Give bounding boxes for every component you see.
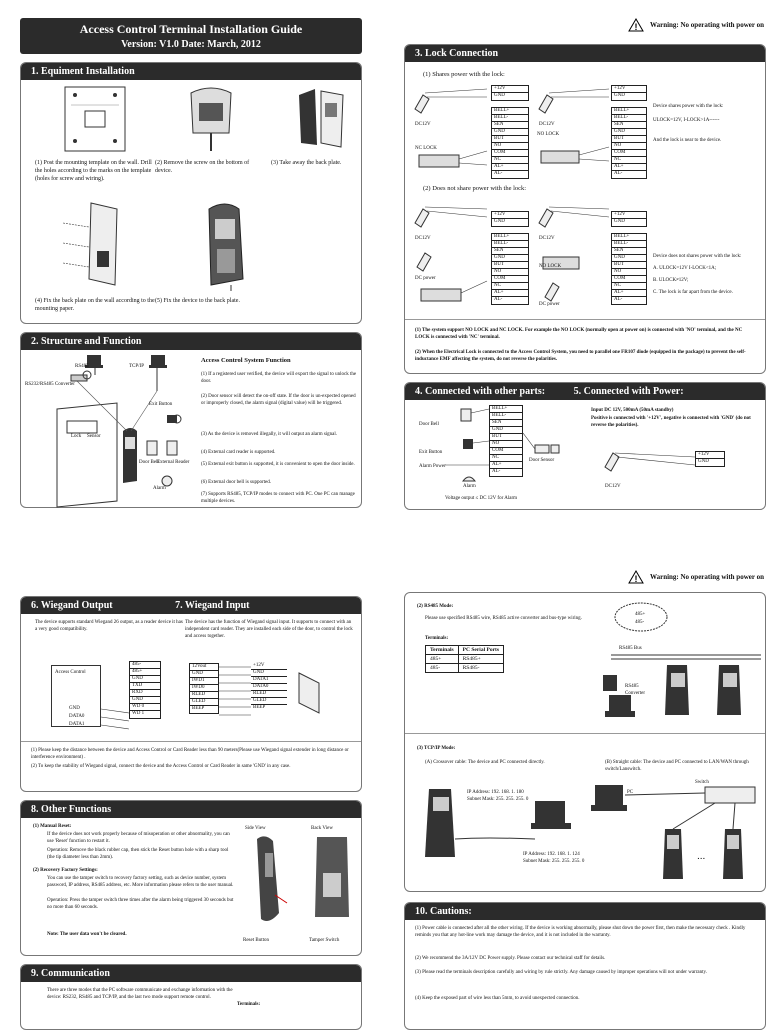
- terminal-block-4a: +12V GND: [611, 211, 647, 227]
- warning-banner: [628, 18, 764, 32]
- tcpip-title: (3) TCP/IP Mode:: [417, 746, 456, 751]
- rs485-table: [425, 645, 504, 673]
- note2c: C. The lock is far apart from the device.: [653, 290, 733, 295]
- rs485-text: Please use specified RS485 wire, RS485 active converter and bus-type wiring.: [425, 616, 582, 621]
- structure-diagram: [27, 351, 195, 507]
- note: Note: The user data won't be cleared.: [47, 932, 127, 937]
- dc12v-label: DC12V: [415, 236, 431, 241]
- terminal-block-1a: +12V GND: [491, 85, 529, 101]
- dc12v-label: DC12V: [605, 484, 621, 489]
- power-input: Input DC 12V, 500mA (50mA standby): [591, 408, 674, 413]
- terminal-block-2b: BELL+ BELL- SEN GND BUT NO COM NC AL+ AL-: [611, 107, 647, 179]
- note2a: A. ULOCK=12V I-LOCK<1A;: [653, 266, 717, 271]
- terminal-block-5: BELL+ BELL- SEN GND BUT NO COM NC AL+ AL-: [489, 405, 523, 477]
- communication-modes-panel: [404, 592, 766, 892]
- door-bell-label: Door Bell: [419, 422, 439, 427]
- step-4-text: (4) Fix the back plate on the wall according to the mounting paper.: [35, 298, 155, 312]
- terminal-block-1b: BELL+ BELL- SEN GND BUT NO COM NC AL+ AL-: [491, 107, 529, 179]
- label-converter: RS232/RS485 Converter: [25, 382, 75, 387]
- section-wiegand: [20, 596, 362, 792]
- recovery-title: (2) Recovery Factory Settings:: [33, 868, 98, 873]
- dc12v-label: DC12V: [539, 236, 555, 241]
- note1b: ULOCK=12V, I-LOCK>1A------: [653, 118, 720, 123]
- label-tcpip: TCP/IP: [129, 364, 145, 369]
- wiegand-out-terminal: 485- 485+ GND TXD RXD GND WD 0 WD 1: [129, 661, 161, 719]
- back-plate-illustration: [291, 83, 351, 155]
- function-title: Access Control System Function: [201, 357, 291, 364]
- left-gnd: GND: [69, 706, 80, 711]
- fix-back-plate-illustration: [61, 199, 141, 291]
- mounting-template-illustration: [61, 83, 131, 155]
- function-item-2: (2) Door sensor will detect the on-off state. If the door is un-expected opened or improperly closed, the alarm signal (digital value) will be triggered.: [201, 394, 356, 406]
- diagram2-left-wiring: [411, 197, 491, 309]
- divider: [405, 733, 765, 734]
- section-lock-connection: [404, 44, 766, 374]
- section-title: 3. Lock Connection: [405, 45, 765, 62]
- step-5-text: (5) Fix the device to the back plate.: [155, 298, 240, 304]
- wiegand-input-text: The device has the function of Wiegand signal input. It supports to connect with an independent card reader. They are installed each side of the door, to control the lock and access together.: [185, 620, 353, 639]
- wiegand-in-wires: [219, 663, 339, 719]
- note1: Device shares power with the lock:: [653, 104, 724, 109]
- nc-lock-label: NC LOCK: [415, 146, 437, 151]
- crossover-text: (A) Crossover cable: The device and PC connected directly.: [425, 760, 545, 765]
- rs485-converter-label: RS485 Converter: [625, 684, 645, 696]
- communication-text: There are three modes that the PC software communicate and exchange information with the device: RS232, RS485 and TCP/IP, and the last two mode support remote control.: [47, 988, 233, 1000]
- section-communication: [20, 964, 362, 1030]
- straight-text: (B) Straight cable: The device and PC connected to LAN/WAN through switch/Lanswitch.: [605, 760, 749, 772]
- guide-title: Access Control Terminal Installation Guide: [79, 22, 303, 36]
- door-sensor-label: Door Sensor: [529, 458, 555, 463]
- wiegand-output-text: The device supports standard Wiegand 26 output, as a reader device it has a very good compatibility.: [35, 620, 183, 632]
- table-header: Terminals: [426, 646, 459, 655]
- note1c: And the lock is near to the device.: [653, 138, 722, 143]
- step-1-text: (1) Post the mounting template on the wall. Drill the holes according to the marks on the template (holes for screw and wiring).: [35, 160, 152, 182]
- section-title-bar: [405, 383, 765, 400]
- svg-text:!: !: [634, 22, 638, 32]
- label-door-bell: Door Bell: [139, 460, 159, 465]
- section-cautions: [404, 902, 766, 1030]
- label-alarm: Alarm: [153, 486, 166, 491]
- caution-2: (2) We recommend the 3A/12V DC Power supply. Please contact our technical staff for details.: [415, 956, 606, 961]
- subnet-mask-2: Subnet Mask: 255. 255. 255. 0: [523, 859, 585, 864]
- section-title: 8. Other Functions: [21, 801, 361, 818]
- wiegand-out-wires: [101, 697, 131, 737]
- switch-label: Switch: [695, 780, 709, 785]
- lock-sub1: (1) Shares power with the lock:: [423, 71, 505, 78]
- svg-text:...: ...: [697, 851, 706, 862]
- ip-address-2: IP Address: 192. 168. 1. 124: [523, 852, 580, 857]
- function-item-1: (1) If a registered user verified, the device will export the signal to unlock the door.: [201, 372, 357, 384]
- guide-title-block: [20, 18, 362, 54]
- dc-power-label: DC power: [415, 276, 436, 281]
- section-title: 2. Structure and Function: [21, 333, 361, 350]
- warning-text: Warning: No operating with power on: [649, 573, 764, 581]
- caution-4: (4) Keep the exposed part of wire less than 5mm, to avoid unexpected connection.: [415, 996, 580, 1001]
- other-parts-diagram: [411, 403, 581, 493]
- recovery-operation: Operation: Press the tamper switch three times after the alarm being triggered 30 seconds but no more than 60 seconds.: [47, 898, 234, 910]
- function-item-5: (5) External exit button is supported, it is convenient to open the door inside.: [201, 462, 355, 467]
- wiegand-note-1: (1) Please keep the distance between the device and Access Control or Card Reader less than 90 meters(Please use Wiegand signal extender in long distance or interference environment) .: [31, 748, 349, 760]
- section-other-functions: [20, 800, 362, 956]
- ip-address-1: IP Address: 192. 168. 1. 180: [467, 790, 524, 795]
- lock-footnote-2: (2) When the Electrical Lock is connected to the Access Control System, you need to parallel one FR107 diode (equipped in the package) to prevent the self-inductance EMF affecting the system, do not reverse the polarities.: [415, 350, 746, 362]
- alarm-label: Alarm: [463, 484, 476, 489]
- section-equipment-installation: [20, 62, 362, 324]
- step-3-text: (3) Take away the back plate.: [271, 160, 342, 166]
- section-title: 10. Cautions:: [405, 903, 765, 920]
- warning-icon: [628, 570, 644, 584]
- divider: [21, 741, 361, 742]
- reset-operation: Operation: Remove the black rubber cap, then stick the Reset button hole with a sharp tool (the tip diameter less than 2mm).: [47, 848, 229, 860]
- function-item-4: (4) External card reader is supported.: [201, 450, 276, 455]
- lock-footnote-1: (1) The system support NO LOCK and NC LOCK. For example the NO LOCK (normally open at power on) is connected with 'NO' terminal, and the NC LOCK is connected with 'NC' terminal.: [415, 328, 743, 340]
- alarm-power-label: Alarm Power: [419, 464, 446, 469]
- table-header: PC Serial Ports: [458, 646, 503, 655]
- bus-label-485plus: 485+: [635, 612, 646, 617]
- dc-power-label: DC power: [539, 302, 560, 307]
- diagram2-right-wiring: [535, 197, 611, 309]
- left-data0: DATA0: [69, 714, 85, 719]
- section-other-parts-power: [404, 382, 766, 510]
- terminals-label: Terminals:: [425, 636, 449, 641]
- recovery-text: You can use the tamper switch to recovery factory setting, such as device number, system password, IP address, RS485 address, etc. More information please refers to the user manual.: [47, 876, 234, 888]
- access-control-label: Access Control: [55, 670, 86, 675]
- reset-button-label: Reset Button: [243, 938, 269, 943]
- page-2: [384, 0, 768, 512]
- page-4: [384, 512, 768, 1024]
- label-external-reader: External Reader: [157, 460, 190, 465]
- diagram1-left-wiring: [411, 81, 491, 185]
- power-terminal-block: +12V GND: [695, 451, 725, 467]
- voltage-note: Voltage output ≤ DC 12V for Alarm: [445, 496, 517, 501]
- fix-device-illustration: [191, 199, 261, 291]
- section-title: 9. Communication: [21, 965, 361, 982]
- caution-1: (1) Power cable is connected after all the other wiring. If the device is working abnormally, please shut down the power first, then make the necessary check . Kindly reminds you that any hot-line work may damage the device, and it is not included in the warranty.: [415, 926, 746, 938]
- divider: [405, 319, 765, 320]
- table-row: 485- RS485-: [426, 664, 504, 673]
- no-lock-label: NO LOCK: [539, 264, 562, 269]
- warning-text: Warning: No operating with power on: [649, 21, 764, 29]
- note2: Device does not shares power with the lock:: [653, 254, 742, 259]
- lock-sub2: (2) Does not share power with the lock:: [423, 185, 527, 192]
- reset-text: If the device does not work properly because of misoperation or other abnormality, you can use 'Reset' function to restart it.: [47, 832, 230, 844]
- page-3: [0, 512, 384, 1024]
- pc-label: PC: [627, 790, 634, 795]
- terminal-block-2a: +12V GND: [611, 85, 647, 101]
- step-2-text: (2) Remove the screw on the bottom of device.: [155, 160, 250, 174]
- label-lock: Lock: [71, 434, 82, 439]
- warning-banner: [628, 570, 764, 584]
- label-exit-button: Exit Button: [149, 402, 173, 407]
- warning-icon: [628, 18, 644, 32]
- function-item-6: (6) External door bell is supported.: [201, 480, 271, 485]
- terminal-block-3a: +12V GND: [491, 211, 529, 227]
- terminal-block-4b: BELL+ BELL- SEN GND BUT NO COM NC AL+ AL-: [611, 233, 647, 305]
- note2b: B. ULOCK≠12V;: [653, 278, 689, 283]
- dc12v-label: DC12V: [415, 122, 431, 127]
- table-row: 485+ RS485+: [426, 655, 504, 664]
- wiegand-note-2: (2) To keep the stability of Wiegand signal, connect the device and the Access Control or Card Reader in same 'GND' in any case.: [31, 764, 291, 769]
- wiegand-in-terminal-left: 12Vout GND IWD1 IWD0 RLED GLED BEEP: [189, 663, 219, 714]
- rs485-title: (2) RS485 Mode:: [417, 604, 454, 609]
- terminal-block-3b: BELL+ BELL- SEN GND BUT NO COM NC AL+ AL-: [491, 233, 529, 305]
- dc12v-label: DC12V: [539, 122, 555, 127]
- section-title: 1. Equiment Installation: [21, 63, 361, 80]
- device-views: [243, 833, 359, 929]
- subnet-mask-1: Subnet Mask: 255. 255. 255. 0: [467, 797, 529, 802]
- page-1: [0, 0, 384, 512]
- function-item-3: (3) As the device is removed illegally, it will output an alarm signal.: [201, 432, 338, 437]
- side-view-label: Side View: [245, 826, 266, 831]
- rs485-bus-diagram: [601, 595, 765, 735]
- power-polarity: Positive is connected with '+12V', negative is connected with 'GND' (do not reverse the polarities).: [591, 416, 751, 428]
- guide-version: Version: V1.0 Date: March, 2012: [121, 39, 261, 50]
- left-data1: DATA1: [69, 722, 85, 727]
- exit-button-label: Exit Button: [419, 450, 443, 455]
- no-lock-label: NO LOCK: [537, 132, 560, 137]
- rs485-bus-label: RS485 Bus: [619, 646, 642, 651]
- section6-title: 6. Wiegand Output: [31, 600, 113, 611]
- label-rs485: RS485: [75, 364, 89, 369]
- section-structure-function: [20, 332, 362, 508]
- svg-text:!: !: [634, 574, 638, 584]
- wiegand-in-terminal-right: +12V GND DATA1 DATA0 RLED GLED BEEP: [251, 663, 287, 712]
- reset-title: (1) Manual Reset:: [33, 824, 72, 829]
- tamper-switch-label: Tamper Switch: [309, 938, 340, 943]
- caution-3: (3) Please read the terminals description carefully and wiring by rule strictly. Any damage caused by improper operations will not under warranty.: [415, 970, 707, 975]
- function-item-7: (7) Supports RS485, TCP/IP modes to connect with PC. One PC can manage multiple devices.: [201, 492, 355, 504]
- section4-title: 4. Connected with other parts:: [415, 386, 546, 397]
- section-title-bar: [21, 597, 361, 614]
- terminals-label: Terminals:: [237, 1002, 261, 1007]
- bus-label-485minus: 485-: [635, 620, 645, 625]
- label-sensor: Sensor: [87, 434, 101, 439]
- section5-title: 5. Connected with Power:: [573, 386, 684, 397]
- section7-title: 7. Wiegand Input: [175, 600, 250, 611]
- back-view-label: Back View: [311, 826, 333, 831]
- remove-screw-illustration: [181, 83, 241, 155]
